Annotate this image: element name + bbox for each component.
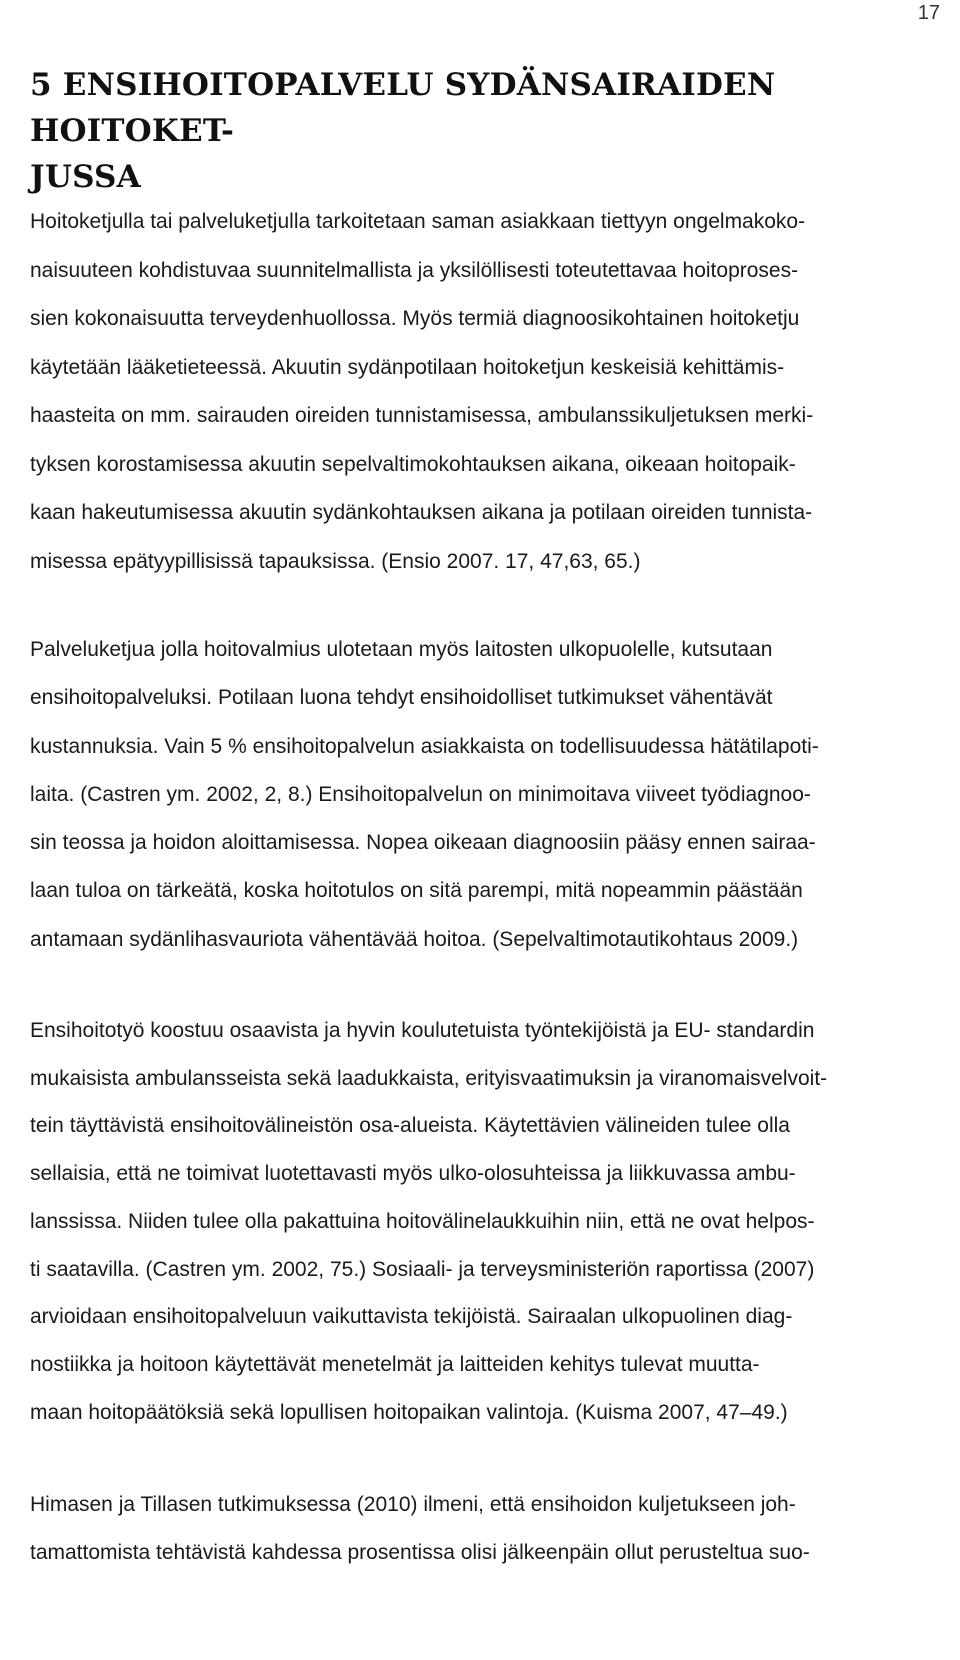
paragraph-study-findings: [30, 1481, 910, 1577]
text-line: lanssissa. Niiden tulee olla pakattuina hoitovälinelaukkuihin niin, että ne ovat helpos-: [30, 1209, 815, 1233]
text-line: haasteita on mm. sairauden oireiden tunnistamisessa, ambulanssikuljetuksen merki-: [30, 404, 814, 427]
text-line: antamaan sydänlihasvauriota vähentävää hoitoa. (Sepelvaltimotautikohtaus 2009.): [30, 927, 799, 951]
text-line: Himasen ja Tillasen tutkimuksessa (2010) ilmeni, että ensihoidon kuljetukseen joh-: [30, 1493, 796, 1516]
paragraph-care-chain: [30, 198, 910, 586]
text-line: Ensihoitotyö koostuu osaavista ja hyvin koulutetuista työntekijöistä ja EU- standardin: [30, 1019, 815, 1042]
text-line: sin teossa ja hoidon aloittamisessa. Nopea oikeaan diagnoosiin pääsy ennen sairaa-: [30, 831, 816, 855]
text-line: sien kokonaisuutta terveydenhuollossa. Myös termiä diagnoosikohtainen hoitoketju: [30, 307, 800, 330]
text-line: maan hoitopäätöksiä sekä lopullisen hoitopaikan valintoja. (Kuisma 2007, 47–49.): [30, 1400, 788, 1424]
paragraph-service-chain: [30, 626, 910, 964]
section-heading: [30, 62, 910, 200]
text-line: laan tuloa on tärkeätä, koska hoitotulos on sitä parempi, mitä nopeammin päästään: [30, 879, 803, 903]
paragraph-emergency-work: [30, 1007, 910, 1436]
text-line: ensihoitopalveluksi. Potilaan luona tehdyt ensihoidolliset tutkimukset vähentävät: [30, 686, 773, 710]
text-line: kaan hakeutumisessa akuutin sydänkohtauksen aikana ja potilaan oireiden tunnista-: [30, 501, 813, 524]
text-line: naisuuteen kohdistuvaa suunnitelmallista ja yksilöllisesti toteutettavaa hoitoproses-: [30, 258, 799, 282]
text-line: tein täyttävistä ensihoitovälineistön osa-alueista. Käytettävien välineiden tulee olla: [30, 1114, 790, 1138]
text-line: käytetään lääketieteessä. Akuutin sydänpotilaan hoitoketjun keskeisiä kehittämis-: [30, 355, 785, 379]
page-number: 17: [917, 2, 940, 24]
text-line: Hoitoketjulla tai palveluketjulla tarkoitetaan saman asiakkaan tiettyyn ongelmakoko-: [30, 210, 806, 233]
text-line: ti saatavilla. (Castren ym. 2002, 75.) Sosiaali- ja terveysministeriön raportissa (2007): [30, 1257, 815, 1281]
text-line: tyksen korostamisessa akuutin sepelvaltimokohtauksen aikana, oikeaan hoitopaik-: [30, 452, 796, 476]
text-line: Palveluketjua jolla hoitovalmius ulotetaan myös laitosten ulkopuolelle, kutsutaan: [30, 638, 773, 661]
text-line: mukaisista ambulansseista sekä laadukkaista, erityisvaatimuksin ja viranomaisvelvoit-: [30, 1066, 828, 1090]
heading-line: JUSSA: [30, 159, 141, 195]
text-line: sellaisia, että ne toimivat luotettavasti myös ulko-olosuhteissa ja liikkuvassa ambu-: [30, 1162, 796, 1186]
text-line: misessa epätyypillisissä tapauksissa. (Ensio 2007. 17, 47,63, 65.): [30, 549, 641, 573]
heading-line: 5 ENSIHOITOPALVELU SYDÄNSAIRAIDEN HOITOKET-: [30, 67, 776, 149]
text-line: kustannuksia. Vain 5 % ensihoitopalvelun asiakkaista on todellisuudessa hätätilapoti-: [30, 734, 819, 758]
text-line: laita. (Castren ym. 2002, 2, 8.) Ensihoitopalvelun on minimoitava viiveet työdiagnoo-: [30, 782, 811, 806]
text-line: nostiikka ja hoitoon käytettävät menetelmät ja laitteiden kehitys tulevat muutta-: [30, 1352, 760, 1376]
text-line: arvioidaan ensihoitopalveluun vaikuttavista tekijöistä. Sairaalan ulkopuolinen diag-: [30, 1305, 793, 1329]
text-line: tamattomista tehtävistä kahdessa prosentissa olisi jälkeenpäin ollut perusteltua suo-: [30, 1541, 810, 1564]
